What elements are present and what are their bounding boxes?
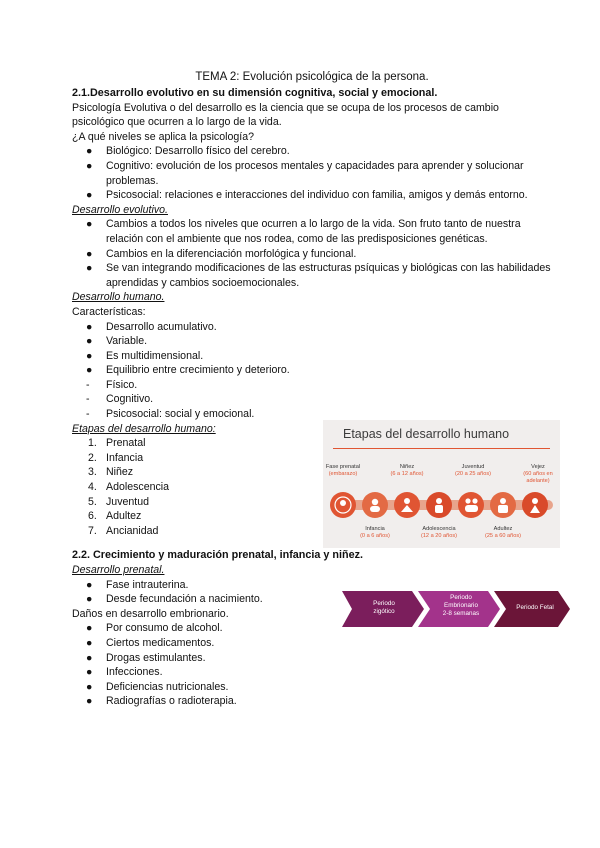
list-item: ● Biológico: Desarrollo físico del cerebro.	[86, 145, 290, 158]
stages-infographic	[323, 420, 560, 548]
list-item: ● Por consumo de alcohol.	[86, 622, 223, 635]
stage-circle-vejez	[522, 492, 548, 518]
intro-line-1: Psicología Evolutiva o del desarrollo es la ciencia que se ocupa de los procesos de cambio	[72, 101, 499, 114]
dimension-item: Físico.	[106, 378, 138, 391]
list-item: ● Se van integrando modificaciones de las estructuras psíquicas y biológicas con las habilidades aprendidas y cambios socioemocionales.	[86, 262, 551, 289]
list-item: ● Cambios en la diferenciación morfológica y funcional.	[86, 247, 357, 260]
stage-label-adolescencia: Adolescencia (12 a 20 años)	[420, 526, 458, 539]
stage-item: Adolescencia	[106, 481, 170, 494]
evo-item-2: Cambios en la diferenciación morfológica y funcional.	[106, 247, 357, 260]
list-item: - Cognitivo.	[86, 393, 154, 406]
intro-line-2: psicológico que ocurren a lo largo de la vida.	[72, 116, 282, 129]
char-item: Desarrollo acumulativo.	[106, 320, 217, 333]
list-item: ● Radiografías o radioterapia.	[86, 695, 237, 708]
prenatal-periods-diagram	[340, 589, 570, 629]
list-item: - Psicosocial: social y emocional.	[86, 408, 255, 421]
damage-item: Ciertos medicamentos.	[106, 636, 215, 649]
stage-label-juventud: Juventud (20 a 25 años)	[454, 464, 492, 477]
chevron-label-fetal: Periodo Fetal	[516, 604, 554, 611]
stage-item: Adultez	[106, 510, 142, 523]
stage-circle-adultez	[490, 492, 516, 518]
list-item: 4. Adolescencia	[88, 481, 170, 494]
evo-item-1: Cambios a todos los niveles que ocurren a lo largo de la vida. Son fruto tanto de nuestra relación con el ambiente que nos rodea, como de las predisposiciones genéticas.	[106, 218, 521, 245]
stage-label-adultez: Adultez (25 a 60 años)	[484, 526, 522, 539]
dimension-item: Psicosocial: social y emocional.	[106, 408, 255, 421]
list-item: ● Desde fecundación a nacimiento.	[86, 593, 263, 606]
level-cognitive: Cognitivo: evolución de los procesos mentales y capacidades para aprender y solucionar problemas.	[106, 159, 524, 187]
stage-label-prenatal: Fase prenatal (embarazo)	[325, 464, 361, 477]
damage-label: Daños en desarrollo embrionario.	[72, 607, 229, 620]
infographic-title: Etapas del desarrollo humano	[343, 427, 510, 441]
list-item: 1. Prenatal	[88, 437, 146, 450]
stage-item: Ancianidad	[106, 524, 159, 537]
prenatal-item: Fase intrauterina.	[106, 578, 189, 591]
list-item: ● Drogas estimulantes.	[86, 651, 206, 664]
damage-item: Infecciones.	[106, 666, 163, 679]
stage-circle-ninez	[394, 492, 420, 518]
list-item: ● Desarrollo acumulativo.	[86, 320, 217, 333]
char-item: Es multidimensional.	[106, 349, 204, 362]
list-item: 7. Ancianidad	[88, 524, 159, 537]
list-item: ● Equilibrio entre crecimiento y deterioro.	[86, 364, 290, 377]
list-item: ● Fase intrauterina.	[86, 578, 189, 591]
doc-title: TEMA 2: Evolución psicológica de la persona.	[195, 71, 429, 83]
chevron-label-embrionario: Periodo Embrionario 2-8 semanas	[442, 594, 480, 617]
prenatal-item: Desde fecundación a nacimiento.	[106, 593, 263, 606]
stage-item: Prenatal	[106, 437, 146, 450]
level-biological: Biológico: Desarrollo físico del cerebro.	[106, 145, 290, 158]
list-item: 6. Adultez	[88, 510, 142, 523]
prenatal-heading: Desarrollo prenatal.	[72, 564, 165, 576]
list-item: ● Es multidimensional.	[86, 349, 204, 362]
level-psychosocial: Psicosocial: relaciones e interacciones del individuo con familia, amigos y demás entorno.	[106, 189, 528, 202]
list-item: 5. Juventud	[88, 495, 149, 508]
stage-label-infancia: Infancia (0 a 6 años)	[360, 526, 390, 539]
stage-circle-prenatal	[330, 492, 356, 518]
list-item: ● Infecciones.	[86, 666, 163, 679]
list-item: ● Cambios a todos los niveles que ocurren a lo largo de la vida. Son fruto tanto de nuestra relación con el ambiente que nos rodea, como de las predisposiciones genéticas.	[86, 218, 521, 245]
stage-item: Infancia	[106, 451, 144, 464]
list-item: ● Psicosocial: relaciones e interacciones del individuo con familia, amigos y demás entorno.	[86, 189, 528, 202]
stage-item: Niñez	[106, 466, 134, 479]
stage-item: Juventud	[106, 495, 149, 508]
list-item: 2. Infancia	[88, 451, 144, 464]
char-item: Variable.	[106, 335, 148, 348]
stage-circle-juventud	[458, 492, 484, 518]
list-item: ● Cognitivo: evolución de los procesos mentales y capacidades para aprender y solucionar problemas.	[86, 159, 524, 187]
char-item: Equilibrio entre crecimiento y deterioro.	[106, 364, 290, 377]
stage-circle-adolescencia	[426, 492, 452, 518]
list-item: - Físico.	[86, 378, 138, 391]
characteristics-label: Características:	[72, 305, 146, 318]
evolutionary-heading: Desarrollo evolutivo.	[72, 203, 168, 216]
chevron-label-zigotico: Periodo zigótico	[373, 600, 395, 615]
stage-label-ninez: Niñez (6 a 12 años)	[390, 464, 424, 477]
damage-item: Drogas estimulantes.	[106, 651, 206, 664]
stages-heading: Etapas del desarrollo humano:	[72, 422, 216, 435]
list-item: ● Ciertos medicamentos.	[86, 636, 215, 649]
section-2-1-heading: 2.1.Desarrollo evolutivo en su dimensión cognitiva, social y emocional.	[72, 87, 438, 99]
stage-label-vejez: Vejez (60 años en adelante)	[523, 464, 553, 484]
damage-item: Radiografías o radioterapia.	[106, 695, 237, 708]
list-item: ● Deficiencias nutricionales.	[86, 680, 229, 693]
list-item: 3. Niñez	[88, 466, 134, 479]
levels-question: ¿A qué niveles se aplica la psicología?	[72, 130, 254, 143]
evo-item-3: Se van integrando modificaciones de las estructuras psíquicas y biológicas con las habilidades aprendidas y cambios socioemocionales.	[106, 262, 551, 289]
stage-circle-infancia	[362, 492, 388, 518]
human-dev-heading: Desarrollo humano.	[72, 291, 165, 304]
damage-item: Deficiencias nutricionales.	[106, 680, 229, 693]
dimension-item: Cognitivo.	[106, 393, 154, 406]
section-2-2-heading: 2.2. Crecimiento y maduración prenatal, infancia y niñez.	[72, 549, 364, 562]
damage-item: Por consumo de alcohol.	[106, 622, 223, 635]
list-item: ● Variable.	[86, 335, 148, 348]
